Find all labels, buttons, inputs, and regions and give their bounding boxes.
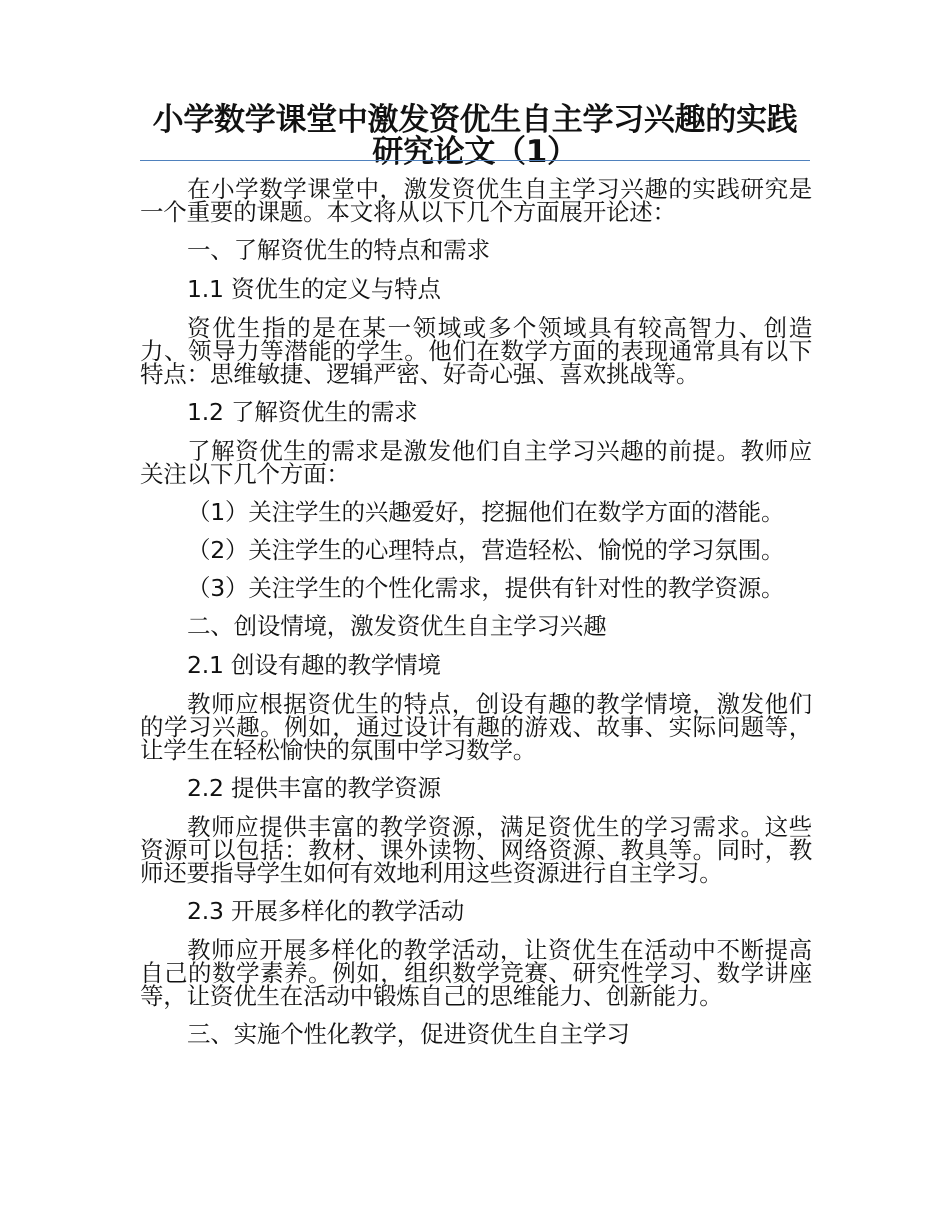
paragraph-2-3: 教师应开展多样化的教学活动，让资优生在活动中不断提高自己的数学素养。例如，组织数学竞赛、研究性学习、数学讲座等，让资优生在活动中锻炼自己的思维能力、创新能力。 <box>140 936 812 1010</box>
paragraph-2-2: 教师应提供丰富的教学资源，满足资优生的学习需求。这些资源可以包括：教材、课外读物、网络资源、教具等。同时，教师还要指导学生如何有效地利用这些资源进行自主学习。 <box>140 813 812 887</box>
subsection-heading-2-3: 2.3 开展多样化的教学活动 <box>187 897 465 925</box>
paragraph-intro: 在小学数学课堂中，激发资优生自主学习兴趣的实践研究是一个重要的课题。本文将从以下几个方面展开论述： <box>140 175 812 226</box>
subsection-heading-2-2: 2.2 提供丰富的教学资源 <box>187 774 441 802</box>
paragraph-1-2: 了解资优生的需求是激发他们自主学习兴趣的前提。教师应关注以下几个方面： <box>140 437 812 488</box>
document-body <box>140 175 812 1062</box>
subsection-heading-2-1: 2.1 创设有趣的教学情境 <box>187 651 441 679</box>
section-heading-2: 二、创设情境，激发资优生自主学习兴趣 <box>187 612 607 640</box>
section-heading-1: 一、了解资优生的特点和需求 <box>187 236 490 264</box>
paragraph-2-1: 教师应根据资优生的特点，创设有趣的教学情境，激发他们的学习兴趣。例如，通过设计有趣的游戏、故事、实际问题等，让学生在轻松愉快的氛围中学习数学。 <box>140 690 812 764</box>
section-heading-3: 三、实施个性化教学，促进资优生自主学习 <box>187 1020 630 1048</box>
title-underline <box>140 160 810 161</box>
document-title: 小学数学课堂中激发资优生自主学习兴趣的实践研究论文（1） <box>152 102 798 170</box>
subsection-heading-1-1: 1.1 资优生的定义与特点 <box>187 275 441 303</box>
list-item-3: （3）关注学生的个性化需求，提供有针对性的教学资源。 <box>187 574 785 602</box>
subsection-heading-1-2: 1.2 了解资优生的需求 <box>187 398 418 426</box>
list-item-1: （1）关注学生的兴趣爱好，挖掘他们在数学方面的潜能。 <box>187 498 785 526</box>
list-item-2: （2）关注学生的心理特点，营造轻松、愉悦的学习氛围。 <box>187 536 785 564</box>
paragraph-1-1: 资优生指的是在某一领域或多个领域具有较高智力、创造力、领导力等潜能的学生。他们在数学方面的表现通常具有以下特点：思维敏捷、逻辑严密、好奇心强、喜欢挑战等。 <box>140 314 812 388</box>
